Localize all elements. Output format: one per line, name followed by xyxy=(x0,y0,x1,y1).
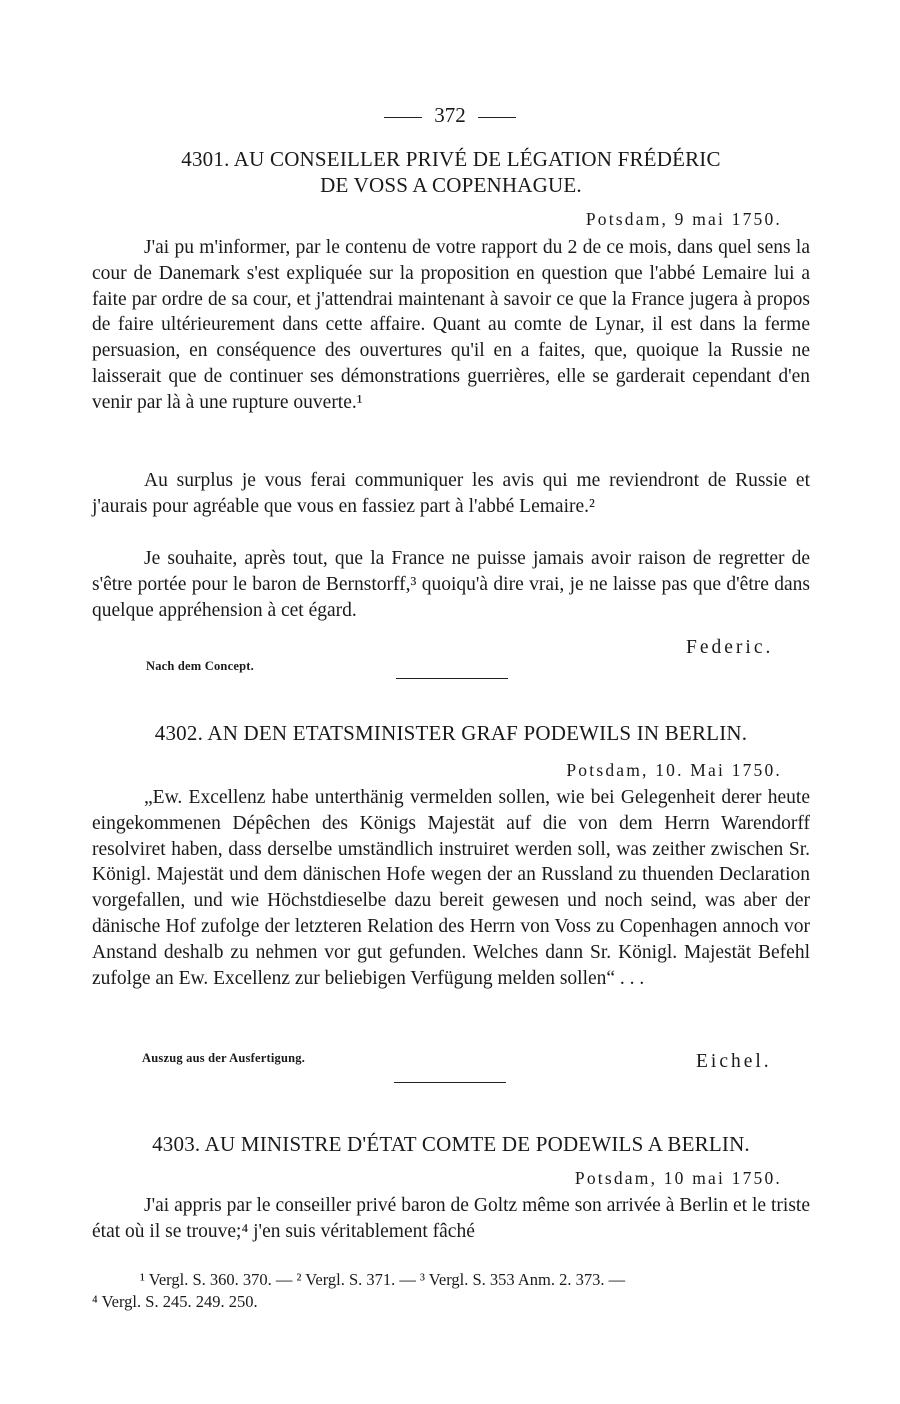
letter-4301-paragraph-2: Au surplus je vous ferai communiquer les avis qui me reviendront de Russie et j'aurais pour agréable que vous en fassiez part à l'abbé Lemaire.² xyxy=(92,470,810,517)
letter-4301-heading-line1: 4301. AU CONSEILLER PRIVÉ DE LÉGATION FRÉDÉRIC xyxy=(181,147,721,171)
page-number: 372 xyxy=(434,103,466,127)
letter-4303-heading-line1: 4303. AU MINISTRE D'ÉTAT COMTE DE PODEWILS A BERLIN. xyxy=(152,1132,750,1156)
letter-4301-signature: Federic. xyxy=(686,637,774,658)
footnotes-line-1: ¹ Vergl. S. 360. 370. — ² Vergl. S. 371. — ³ Vergl. S. 353 Anm. 2. 373. — xyxy=(140,1270,626,1289)
page-number-dash-left xyxy=(384,117,422,118)
letter-4301-paragraph-1: J'ai pu m'informer, par le contenu de votre rapport du 2 de ce mois, dans quel sens la cour de Danemark s'est expliquée sur la proposition en question que l'abbé Lemaire lui a faite par ordre de sa cour, et j'attendrai maintenant à savoir ce que la France jugera à propos de faire ultérieurement dans cette affaire. Quant au comte de Lynar, il est dans la ferme persuasion, en conséquence des ouvertures qu'il en a faites, que, quoique la Russie ne laisserait que de continuer ses démonstrations guerrières, elle se garderait cependant d'en venir par là à une rupture ouverte.¹ xyxy=(92,237,810,413)
letter-4301-source-note: Nach dem Concept. xyxy=(146,659,254,673)
separator-rule-2 xyxy=(394,1082,506,1083)
letter-4302-signature: Eichel. xyxy=(696,1051,772,1072)
separator-rule-1 xyxy=(396,678,508,679)
letter-4303-heading xyxy=(92,1131,810,1157)
letter-4301-place-date: Potsdam, 9 mai 1750. xyxy=(585,209,782,229)
letter-4302-paragraph-1: „Ew. Excellenz habe unterthänig vermelden sollen, wie bei Gelegenheit derer heute eingekommenen Dépêchen des Königs Majestät auf die von dem Herrn Warendorff resolviret haben, dass derselbe umständlich instruiret werden soll, was zeither zwischen Sr. Königl. Majestät und dem dänischen Hofe wegen der an Russland zu thuenden Declaration vorgefallen, und wie Höchstdieselbe dazu bereit gewesen und noch seind, was aber der dänische Hof zufolge der letzteren Relation des Herrn von Voss zu Copenhagen annoch vor Anstand deshalb zu nehmen vor gut gefunden. Welches dann Sr. Königl. Majestät Befehl zufolge an Ew. Excellenz zur beliebigen Verfügung melden sollen“ . . . xyxy=(92,787,810,989)
footnotes xyxy=(92,1269,810,1313)
letter-4301-heading xyxy=(92,146,810,198)
letter-4302-source-note: Auszug aus der Ausfertigung. xyxy=(142,1051,306,1065)
footnotes-line-2: ⁴ Vergl. S. 245. 249. 250. xyxy=(92,1292,258,1311)
letter-4303-place-date: Potsdam, 10 mai 1750. xyxy=(574,1168,782,1188)
letter-4302-heading xyxy=(92,720,810,746)
letter-4301-paragraph-3: Je souhaite, après tout, que la France ne puisse jamais avoir raison de regretter de s'être portée pour le baron de Bernstorff,³ quoiqu'à dire vrai, je ne laisse pas que d'être dans quelque appréhension à cet égard. xyxy=(92,548,810,621)
page-number-line xyxy=(0,103,900,128)
letter-4301-heading-line2: DE VOSS A COPENHAGUE. xyxy=(320,173,582,197)
letter-4302-place-date: Potsdam, 10. Mai 1750. xyxy=(566,760,782,780)
letter-4302-heading-line1: 4302. AN DEN ETATSMINISTER GRAF PODEWILS IN BERLIN. xyxy=(154,721,748,745)
page-number-dash-right xyxy=(478,117,516,118)
letter-4303-paragraph-1: J'ai appris par le conseiller privé baron de Goltz même son arrivée à Berlin et le triste état où il se trouve;⁴ j'en suis véritablement fâché xyxy=(92,1195,810,1242)
